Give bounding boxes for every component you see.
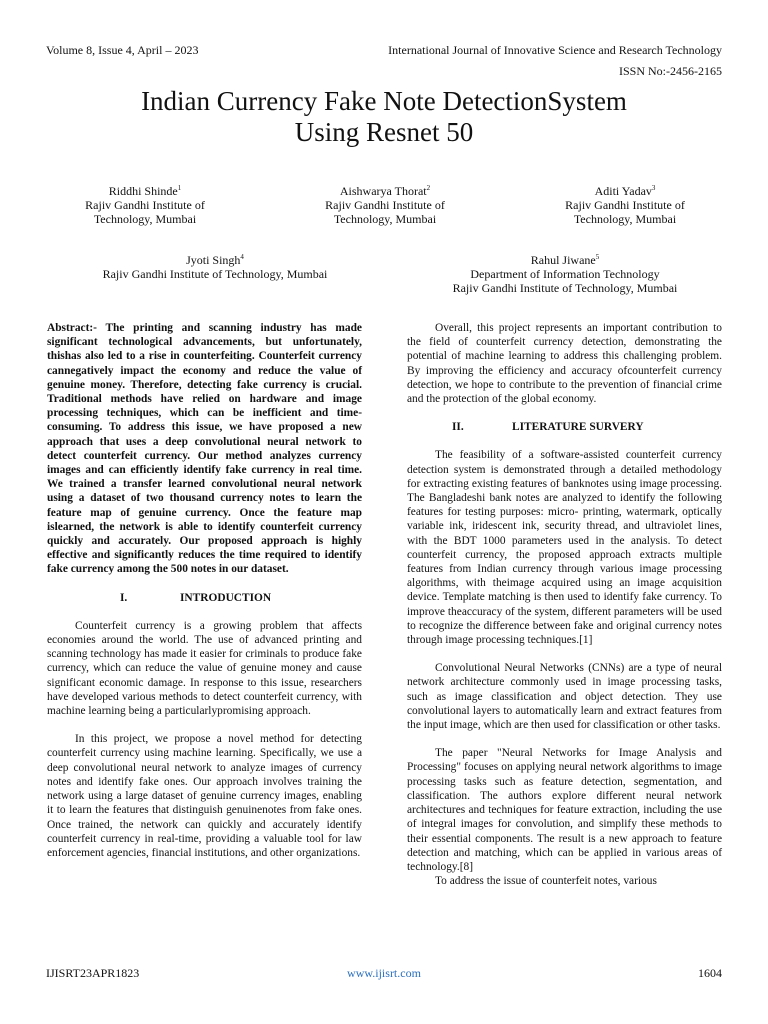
paper-id: IJISRT23APR1823 <box>46 966 140 980</box>
journal-name: International Journal of Innovative Science and Research Technology <box>388 43 722 57</box>
author-affiliation: Rajiv Gandhi Institute of <box>565 198 685 212</box>
author-affiliation: Rajiv Gandhi Institute of Technology, Mumbai <box>452 281 678 295</box>
literature-paragraph: The paper "Neural Networks for Image Analysis and Processing" focuses on applying neural network algorithms to image processing tasks such as feature detection, segmentation, and classification. The authors explore different neural network architectures and techniques for feature extraction, including the use of integral images for convolution, and simplify these methods to their essential components. The result is a new approach to feature detection and matching, which can be applied in various areas of technology.[8] <box>407 747 722 873</box>
paper-title <box>0 86 768 148</box>
overall-paragraph: Overall, this project represents an important contribution to the field of counterfeit currency detection, demonstrating the potential of machine learning to address this challenging problem. By improving the efficiency and accuracy ofcounterfeit currency detection, we hope to contribute to the prevention of financial crime and the protection of the global economy. <box>407 322 722 406</box>
right-column <box>407 321 722 888</box>
author-affiliation: Technology, Mumbai <box>93 212 197 226</box>
page-number: 1604 <box>698 966 722 980</box>
author-1 <box>60 181 230 226</box>
author-sup: 5 <box>595 253 600 261</box>
literature-paragraph: To address the issue of counterfeit notes, various <box>435 875 657 888</box>
title-line-2: Using Resnet 50 <box>294 117 474 147</box>
author-5 <box>420 250 710 295</box>
author-3 <box>540 181 710 226</box>
author-name: Aishwarya Thorat <box>339 184 427 198</box>
author-sup: 1 <box>177 184 182 192</box>
author-affiliation: Technology, Mumbai <box>573 212 677 226</box>
literature-paragraph: Convolutional Neural Networks (CNNs) are a type of neural network architecture commonly used in image processing tasks, such as image classification and object detection. They use convolutional layers to automatically learn and extract features from the input image, which are then used for classification or other tasks. <box>407 662 722 732</box>
author-name: Riddhi Shinde <box>108 184 178 198</box>
author-affiliation: Rajiv Gandhi Institute of Technology, Mumbai <box>102 267 328 281</box>
title-line-1: Indian Currency Fake Note DetectionSystem <box>141 86 627 116</box>
section-heading-literature <box>407 420 722 434</box>
author-4 <box>70 250 360 281</box>
author-name: Aditi Yadav <box>594 184 652 198</box>
section-number: I. <box>120 591 128 604</box>
author-affiliation: Technology, Mumbai <box>333 212 437 226</box>
section-title: LITERATURE SURVERY <box>512 421 644 434</box>
left-column <box>47 321 362 860</box>
issn: ISSN No:-2456-2165 <box>618 64 722 78</box>
author-affiliation: Rajiv Gandhi Institute of <box>325 198 445 212</box>
section-title: INTRODUCTION <box>180 591 272 604</box>
author-sup: 2 <box>426 184 431 192</box>
intro-paragraph: In this project, we propose a novel method for detecting counterfeit currency using machine learning. Specifically, we use a deep convolutional neural network to analyze images of currency notes and identify fake ones. Our approach involves training the network using a large dataset of genuine currency images, enabling it to learn the features that distinguish genuinenotes from fake ones. Once trained, the network can quickly and accurately identify counterfeit currency in real-time, providing a valuable tool for law enforcement agencies, financial institutions, and other organizations. <box>47 733 362 859</box>
abstract: Abstract:- The printing and scanning industry has made significant technological advancements, but unfortunately, thishas also led to a rise in counterfeiting. Counterfeit currency cannegatively impact the economy and reduce the value of genuine money. Therefore, detecting fake currency is crucial. Traditional methods have relied on hardware and image processing techniques, which can be inefficient and time-consuming. To address this issue, we have proposed a new approach that uses a deep convolutional neural network to detect counterfeit currency. Our method analyzes currency images and can efficiently identify fake currency in real time. We trained a transfer learned convolutional neural network using a dataset of two thousand currency notes to learn the feature map of genuine currency. Once the feature map islearned, the network is able to identify counterfeit currency quickly and accurately. Our proposed approach is highly effective and significantly reduces the time required to identify fake currency among the 500 notes in our dataset. <box>47 322 362 576</box>
section-heading-introduction <box>47 591 362 605</box>
section-number: II. <box>452 421 464 434</box>
literature-paragraph: The feasibility of a software-assisted counterfeit currency detection system is demonstrated through a detailed methodology for extracting existing features of banknotes using image processing. The Bangladeshi bank notes are analyzed to identify the following features for testing purposes: micro- printing, watermark, optically variable ink, iridescent ink, security thread, and ultraviolet lines, with the BDT 1000 parameters used in the analysis. To detect counterfeit currency, the proposed approach extracts multiple features from Indian currency through various image processing algorithms, with theimage acquired using an image acquisition device. Template matching is then used to identify fake currency. To improve theaccuracy of the system, different parameters will be used to recognize the difference between fake and original currency notes through image processing techniques.[1] <box>407 449 722 647</box>
author-sup: 3 <box>651 184 656 192</box>
author-2 <box>300 181 470 226</box>
journal-volume: Volume 8, Issue 4, April – 2023 <box>46 43 199 57</box>
intro-paragraph: Counterfeit currency is a growing problem that affects economies around the world. The use of advanced printing and scanning technology has made it easier for criminals to produce fake currency, which can reduce the value of genuine money and cause significant economic damage. In response to this issue, researchers have developed various methods to detect counterfeit currency, with machine learning being a particularlypromising approach. <box>47 619 362 718</box>
author-name: Jyoti Singh <box>186 253 241 267</box>
author-name: Rahul Jiwane <box>530 253 596 267</box>
journal-url-link[interactable]: www.ijisrt.com <box>347 966 421 980</box>
author-affiliation: Rajiv Gandhi Institute of <box>85 198 205 212</box>
author-sup: 4 <box>240 253 244 261</box>
author-affiliation: Department of Information Technology <box>470 267 660 281</box>
